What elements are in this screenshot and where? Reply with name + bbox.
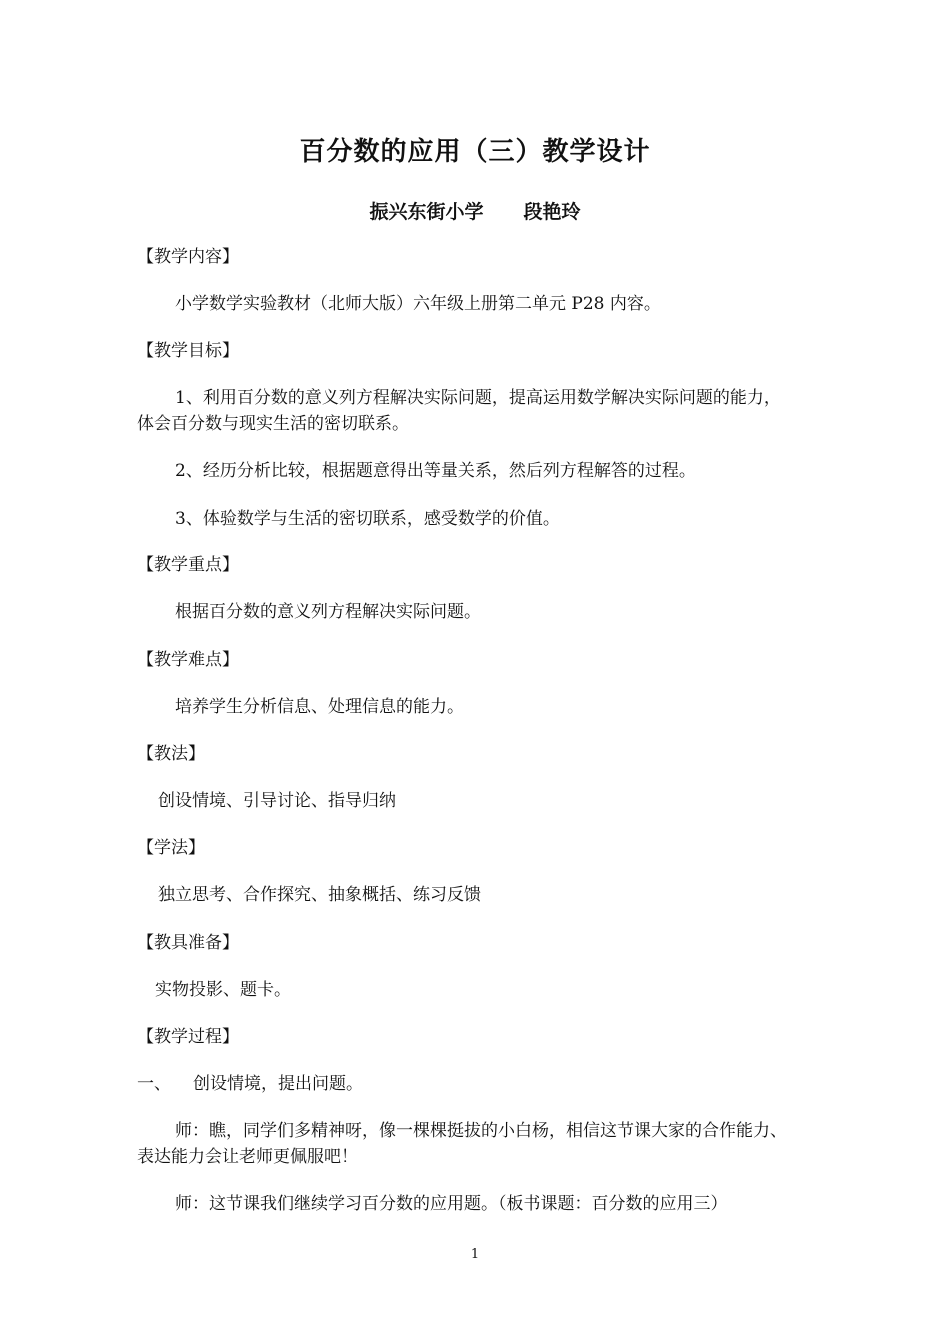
goals-heading: 【教学目标】 [137, 341, 239, 361]
process-heading: 【教学过程】 [137, 1027, 239, 1047]
school-name: 振兴东街小学 [369, 201, 484, 223]
method-text: 创设情境、引导讨论、指导归纳 [158, 791, 396, 811]
tools-heading: 【教具准备】 [137, 933, 239, 953]
difficulty-text: 培养学生分析信息、处理信息的能力。 [175, 697, 464, 717]
teacher-1-line-2: 表达能力会让老师更佩服吧！ [137, 1147, 358, 1167]
method-heading: 【教法】 [137, 744, 205, 764]
document-title: 百分数的应用（三）教学设计 [299, 137, 651, 167]
author-name: 段艳玲 [523, 201, 581, 223]
tools-text: 实物投影、题卡。 [155, 980, 291, 1000]
learning-heading: 【学法】 [137, 838, 205, 858]
teacher-1-line-1: 师：瞧，同学们多精神呀，像一棵棵挺拔的小白杨，相信这节课大家的合作能力、 [175, 1121, 787, 1141]
goal-2: 2、经历分析比较，根据题意得出等量关系，然后列方程解答的过程。 [175, 461, 696, 481]
key-heading: 【教学重点】 [137, 555, 239, 575]
goal-3: 3、体验数学与生活的密切联系，感受数学的价值。 [175, 509, 560, 529]
content-heading: 【教学内容】 [137, 247, 239, 267]
difficulty-heading: 【教学难点】 [137, 650, 239, 670]
byline [0, 197, 950, 224]
key-text: 根据百分数的意义列方程解决实际问题。 [175, 602, 481, 622]
step-1-number: 一、 [137, 1074, 171, 1094]
goal-1-line-2: 体会百分数与现实生活的密切联系。 [137, 414, 409, 434]
learning-text: 独立思考、合作探究、抽象概括、练习反馈 [158, 885, 481, 905]
content-text: 小学数学实验教材（北师大版）六年级上册第二单元 P28 内容。 [175, 294, 661, 314]
goal-1-line-1: 1、利用百分数的意义列方程解决实际问题，提高运用数学解决实际问题的能力， [175, 388, 781, 408]
teacher-2: 师：这节课我们继续学习百分数的应用题。（板书课题：百分数的应用三） [175, 1194, 728, 1214]
step-1-text: 创设情境，提出问题。 [193, 1074, 363, 1094]
page-number: 1 [470, 1247, 480, 1262]
